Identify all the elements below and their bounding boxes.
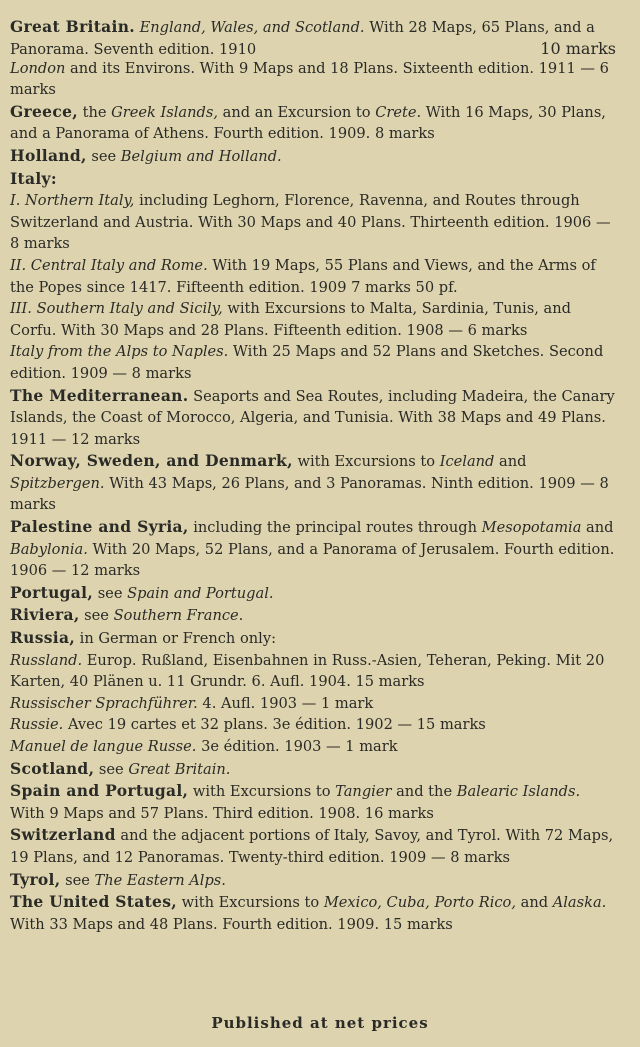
entry-title: Crete. bbox=[375, 103, 422, 121]
entry-head: Tyrol, bbox=[10, 869, 61, 889]
entry-head: Palestine and Syria, bbox=[10, 517, 189, 537]
entry-text: With 28 Maps, 65 Plans, and a Panorama. Seventh edition. 1910 bbox=[10, 19, 595, 58]
entry-title: Russischer Sprachführer. bbox=[10, 694, 198, 712]
entry-sprachfuehrer: Russischer Sprachführer. 4. Aufl. 1903 — 1 mark bbox=[10, 694, 374, 712]
entry-text: with Excursions to Malta, Sardinia, Tunis, and Corfu. With 30 Maps and 28 Plans. Fifteenth edition. 1908 bbox=[10, 300, 571, 339]
entry-head: Scotland, bbox=[10, 758, 95, 778]
entry-text: with Excursions to bbox=[181, 894, 320, 912]
entry-title: Belgium and Holland. bbox=[120, 147, 282, 165]
entry-text: including the principal routes through bbox=[193, 519, 477, 537]
entry-text: the bbox=[82, 103, 107, 121]
entry-title: Alaska. bbox=[552, 894, 607, 912]
entry-text: see bbox=[98, 760, 124, 778]
entry-text: including Leghorn, Florence, Ravenna, and Routes through Switzerland and Austria. With 30 Maps and 40 Plans. Thirteenth edition. 1906 bbox=[10, 192, 592, 231]
entry-title: III. Southern Italy and Sicily, bbox=[10, 300, 223, 318]
entry-title: Mexico, Cuba, Porto Rico, bbox=[323, 894, 516, 912]
entry-head: Great Britain. bbox=[10, 17, 135, 36]
entry-title: England, Wales, and Scotland. bbox=[139, 19, 365, 36]
entry-southern-italy: III. Southern Italy and Sicily, with Excursions to Malta, Sardinia, Tunis, and Corfu. With 30 Maps and 28 Plans. Fifteenth edition. 1908 — 6 marks bbox=[10, 300, 571, 339]
entry-title: London bbox=[10, 59, 66, 77]
entry-italy bbox=[10, 168, 616, 191]
entry-text: and bbox=[520, 894, 549, 912]
entry-head: Russia, bbox=[10, 628, 76, 648]
entry-head: Holland, bbox=[10, 145, 87, 165]
price: 6 marks bbox=[10, 59, 609, 99]
price: 1 mark bbox=[345, 738, 398, 755]
entry-central-italy bbox=[10, 255, 616, 298]
entry-united-states bbox=[10, 891, 616, 935]
entry-head: The United States, bbox=[10, 892, 177, 912]
entry-london: London and its Environs. With 9 Maps and 18 Plans. Sixteenth edition. 1911 — 6 marks bbox=[10, 59, 609, 99]
entry-title: Mesopotamia bbox=[481, 519, 582, 537]
entry-palestine: Palestine and Syria, including the principal routes through Mesopotamia and Babylonia. With 20 Maps, 52 Plans, and a Panorama of Jerusalem. Fourth edition. 1906 — 12 marks bbox=[10, 517, 615, 580]
entry-head: Norway, Sweden, and Denmark, bbox=[10, 451, 293, 471]
entry-text: see bbox=[65, 871, 90, 889]
price: 6 marks bbox=[467, 321, 528, 339]
price: 1 mark bbox=[320, 694, 374, 712]
entry-text: With 9 Maps and 57 Plans. Third edition. 1908. 16 marks bbox=[10, 804, 434, 822]
entry-text: Seaports and Sea Routes, including Madeira, the Canary Islands, the Coast of Morocco, Algeria, and Tunisia. With 38 Maps and 49 Plans. 1911 bbox=[10, 387, 615, 448]
entry-head: Italy: bbox=[10, 168, 57, 188]
entry-portugal bbox=[10, 582, 616, 605]
entry-northern-italy: I. Northern Italy, including Leghorn, Florence, Ravenna, and Routes through Switzerland and Austria. With 30 Maps and 40 Plans. Thirteenth edition. 1906 — 8 marks bbox=[10, 192, 611, 253]
entry-title: Russland. bbox=[10, 651, 83, 669]
entry-text: and the adjacent portions of Italy, Savoy, and Tyrol. With 72 Maps, 19 Plans, and 12 Panoramas. Twenty-third edition. 1909 bbox=[10, 827, 614, 866]
entry-italy-alps-naples: Italy from the Alps to Naples. With 25 Maps and 52 Plans and Sketches. Second edition. 1909 — 8 marks bbox=[10, 343, 604, 382]
entry-greece bbox=[10, 101, 616, 145]
entry-title: Greek Islands, bbox=[111, 103, 219, 121]
entry-text: and bbox=[586, 519, 614, 537]
entry-text: With 25 Maps and 52 Plans and Sketches. Second edition. 1909 bbox=[10, 343, 604, 382]
entry-title: Spitzbergen. bbox=[10, 474, 105, 492]
entry-title: Great Britain. bbox=[128, 760, 231, 778]
price: 8 marks bbox=[10, 235, 70, 253]
entry-text: With 33 Maps and 48 Plans. Fourth edition. 1909. 15 marks bbox=[10, 915, 453, 933]
entry-manuel-russe: Manuel de langue Russe. 3e édition. 1903 — 1 mark bbox=[10, 738, 398, 755]
entry-russland bbox=[10, 650, 616, 693]
entry-head: Greece, bbox=[10, 101, 78, 121]
entry-text: in German or French only: bbox=[79, 630, 276, 648]
price: 8 marks bbox=[450, 848, 510, 866]
entry-head: Switzerland bbox=[10, 825, 116, 845]
entry-text: see bbox=[97, 584, 123, 602]
entry-text: 4. Aufl. 1903 bbox=[202, 694, 298, 712]
price: 8 marks bbox=[10, 474, 609, 514]
entry-holland bbox=[10, 145, 616, 168]
entry-text: Europ. Rußland, Eisenbahnen in Russ.-Asien, Teheran, Peking. Mit 20 Karten, 40 Plänen u. 11 Grundr. 6. Aufl. 1904. 15 marks bbox=[10, 651, 605, 691]
entry-title: II. Central Italy and Rome. bbox=[10, 256, 208, 274]
entry-text: see bbox=[84, 607, 109, 625]
entry-title: Italy from the Alps to Naples. bbox=[10, 343, 229, 361]
entry-text: and the bbox=[396, 783, 453, 801]
entry-head: The Mediterranean. bbox=[10, 385, 189, 405]
entry-scotland bbox=[10, 758, 616, 781]
entry-russie: Russie. Avec 19 cartes et 32 plans. 3e édition. 1902 — 15 marks bbox=[10, 716, 486, 734]
entry-text: Avec 19 cartes et 32 plans. 3e édition. 1902 bbox=[67, 716, 393, 734]
price: 12 marks bbox=[71, 562, 141, 580]
entry-text: With 16 Maps, 30 Plans, and a Panorama of Athens. Fourth edition. 1909. 8 marks bbox=[10, 103, 606, 143]
entry-tyrol bbox=[10, 869, 616, 892]
entry-title: Russie. bbox=[10, 716, 64, 734]
footer-note: Published at net prices bbox=[211, 1014, 429, 1032]
price: 10 marks bbox=[540, 38, 616, 58]
entry-head: Portugal, bbox=[10, 582, 94, 602]
entry-text: With 19 Maps, 55 Plans and Views, and the Arms of the Popes since 1417. Fifteenth edition. 1909 7 marks 50 pf. bbox=[10, 256, 596, 296]
entry-spain-portugal bbox=[10, 780, 616, 824]
entry-text: and bbox=[499, 453, 527, 471]
entry-title: Balearic Islands. bbox=[456, 783, 581, 801]
price: 8 marks bbox=[131, 364, 192, 382]
entry-riviera bbox=[10, 604, 616, 627]
entry-title: Southern France. bbox=[113, 607, 244, 625]
entry-title: I. Northern Italy, bbox=[10, 192, 135, 210]
entry-text: With 43 Maps, 26 Plans, and 3 Panoramas. Ninth edition. 1909 bbox=[109, 474, 576, 492]
entry-norway: Norway, Sweden, and Denmark, with Excursions to Iceland and Spitzbergen. With 43 Maps, 26 Plans, and 3 Panoramas. Ninth edition. 1909 — 8 marks bbox=[10, 451, 609, 514]
entry-title: Spain and Portugal. bbox=[127, 584, 274, 602]
entry-text: and its Environs. With 9 Maps and 18 Plans. Sixteenth edition. 1911 bbox=[70, 59, 576, 77]
entry-text: 3e édition. 1903 bbox=[201, 738, 322, 755]
entry-mediterranean: The Mediterranean. Seaports and Sea Routes, including Madeira, the Canary Islands, the Coast of Morocco, Algeria, and Tunisia. With 38 Maps and 49 Plans. 1911 — 12 marks bbox=[10, 385, 615, 448]
entry-title: Babylonia. bbox=[10, 540, 88, 558]
entry-text: and an Excursion to bbox=[222, 103, 371, 121]
entry-title: Iceland bbox=[439, 453, 495, 471]
entry-text: With 20 Maps, 52 Plans, and a Panorama of Jerusalem. Fourth edition. 1906 bbox=[10, 540, 615, 580]
entry-title: The Eastern Alps. bbox=[94, 871, 226, 889]
entry-russia bbox=[10, 627, 616, 650]
entry-head: Riviera, bbox=[10, 605, 80, 625]
price: 15 marks bbox=[416, 716, 486, 734]
entry-switzerland: Switzerland and the adjacent portions of Italy, Savoy, and Tyrol. With 72 Maps, 19 Plans, and 12 Panoramas. Twenty-third edition. 1909 — 8 marks bbox=[10, 825, 614, 866]
entry-head: Spain and Portugal, bbox=[10, 781, 189, 801]
entry-title: Tangier bbox=[335, 783, 392, 801]
entry-text: see bbox=[91, 147, 117, 165]
price: 12 marks bbox=[71, 430, 141, 448]
entry-text: with Excursions to bbox=[297, 453, 436, 471]
entry-title: Manuel de langue Russe. bbox=[10, 738, 197, 755]
entry-text: with Excursions to bbox=[192, 783, 331, 801]
